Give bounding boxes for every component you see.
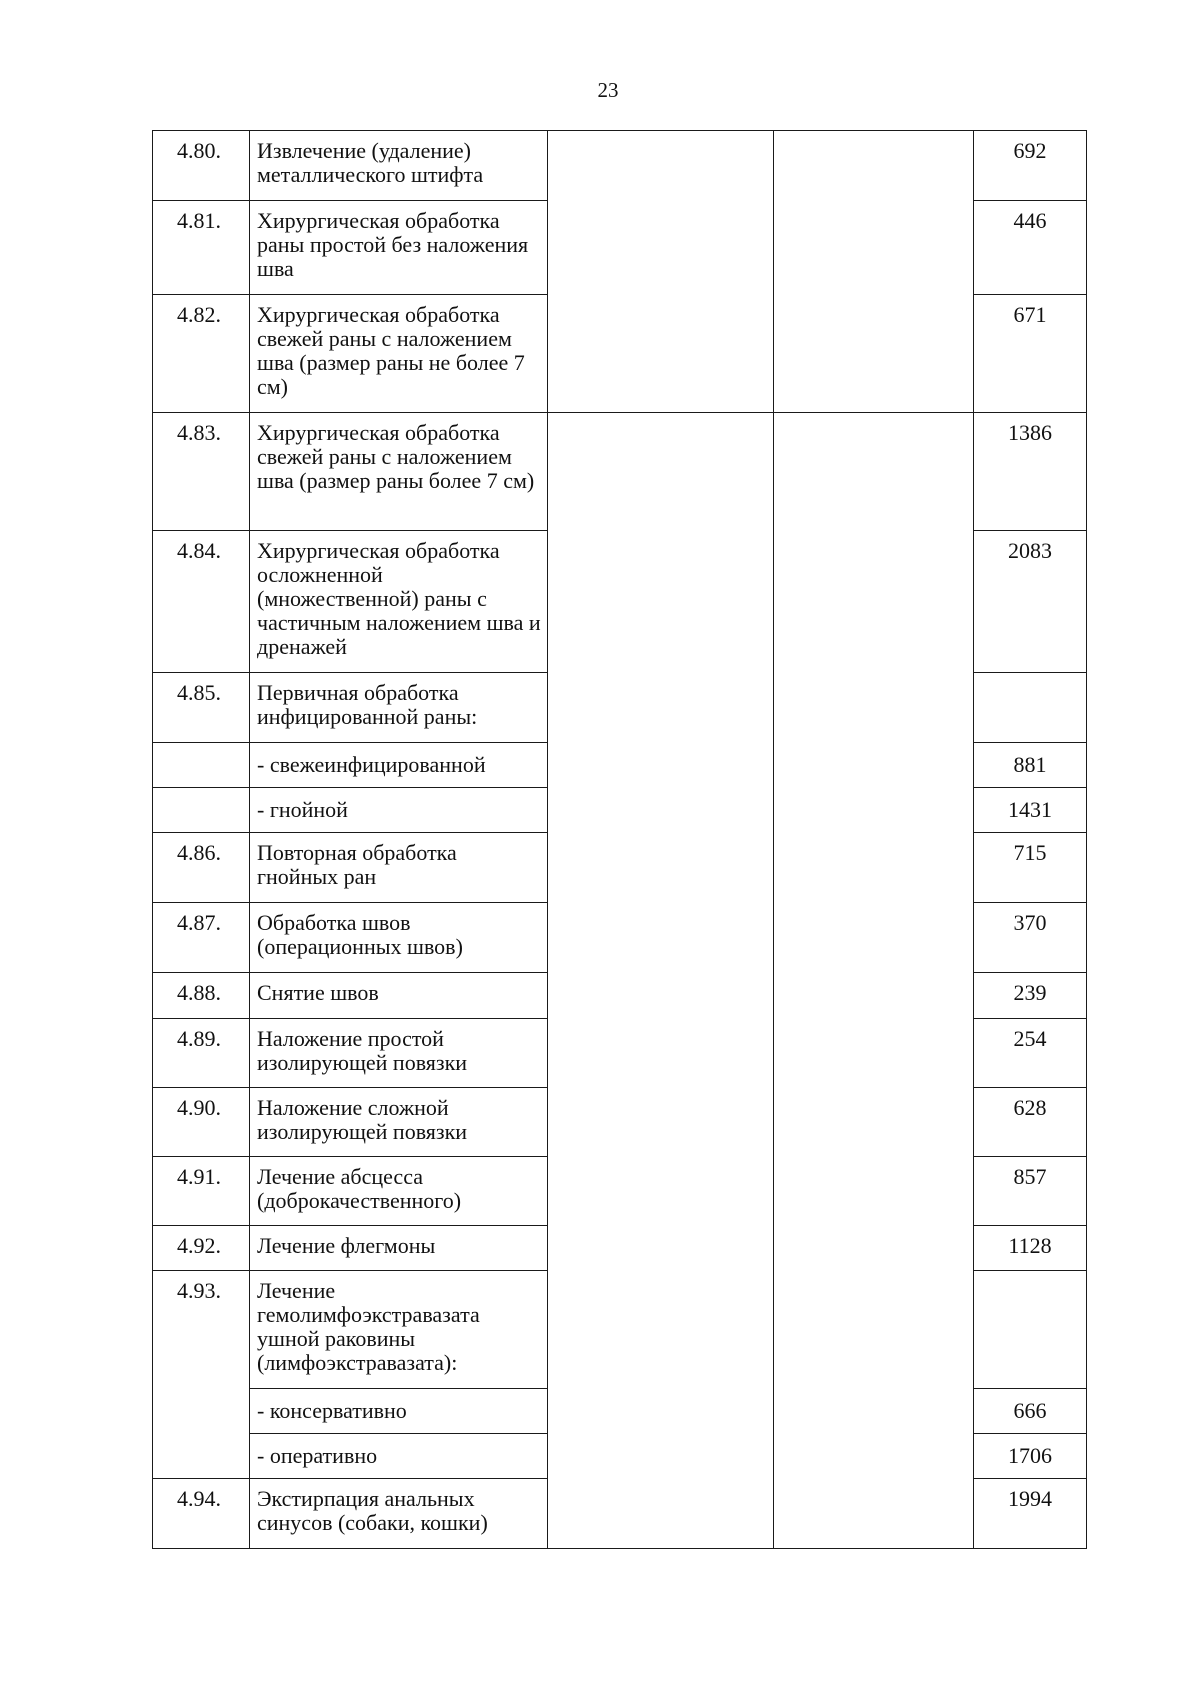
service-name: Лечение абсцесса (доброкачественного) — [250, 1157, 548, 1226]
service-price: 446 — [974, 201, 1087, 295]
service-price: 1706 — [974, 1434, 1087, 1479]
service-name: Обработка швов (операционных швов) — [250, 903, 548, 973]
row-number: 4.84. — [153, 531, 250, 673]
row-number: 4.80. — [153, 131, 250, 201]
service-name: - гнойной — [250, 788, 548, 833]
service-name: Первичная обработка инфицированной раны: — [250, 673, 548, 743]
row-number: 4.87. — [153, 903, 250, 973]
service-name: Хирургическая обработка осложненной (множественной) раны с частичным наложением шва и дренажей — [250, 531, 548, 673]
empty-column-3 — [548, 131, 774, 413]
empty-column-3 — [548, 413, 774, 1549]
service-price: 671 — [974, 295, 1087, 413]
service-price: 857 — [974, 1157, 1087, 1226]
row-number: 4.94. — [153, 1479, 250, 1549]
service-price: 692 — [974, 131, 1087, 201]
service-name: Наложение сложной изолирующей повязки — [250, 1088, 548, 1157]
service-name: Лечение гемолимфоэкстравазата ушной раковины (лимфоэкстравазата): — [250, 1271, 548, 1389]
table-row — [153, 413, 1087, 531]
empty-column-4 — [774, 131, 974, 413]
row-number: 4.85. — [153, 673, 250, 743]
service-price: 239 — [974, 973, 1087, 1019]
service-price: 715 — [974, 833, 1087, 903]
service-name: Наложение простой изолирующей повязки — [250, 1019, 548, 1088]
table-row — [153, 131, 1087, 201]
service-price — [974, 1271, 1087, 1389]
service-name: - консервативно — [250, 1389, 548, 1434]
service-price: 370 — [974, 903, 1087, 973]
service-name: Лечение флегмоны — [250, 1226, 548, 1271]
service-name: Хирургическая обработка свежей раны с наложением шва (размер раны не более 7 см) — [250, 295, 548, 413]
price-table — [152, 130, 1087, 1549]
row-number: 4.88. — [153, 973, 250, 1019]
service-price: 881 — [974, 743, 1087, 788]
service-name: Извлечение (удаление) металлического штифта — [250, 131, 548, 201]
service-name: Хирургическая обработка свежей раны с наложением шва (размер раны более 7 см) — [250, 413, 548, 531]
service-name: Экстирпация анальных синусов (собаки, кошки) — [250, 1479, 548, 1549]
row-number: 4.86. — [153, 833, 250, 903]
service-name: - свежеинфицированной — [250, 743, 548, 788]
row-number: 4.83. — [153, 413, 250, 531]
service-name: Повторная обработка гнойных ран — [250, 833, 548, 903]
service-price: 1431 — [974, 788, 1087, 833]
row-number: 4.91. — [153, 1157, 250, 1226]
service-name: - оперативно — [250, 1434, 548, 1479]
service-price — [974, 673, 1087, 743]
service-price: 1386 — [974, 413, 1087, 531]
service-price: 1994 — [974, 1479, 1087, 1549]
service-name: Хирургическая обработка раны простой без наложения шва — [250, 201, 548, 295]
row-number: 4.93. — [153, 1271, 250, 1479]
row-number: 4.81. — [153, 201, 250, 295]
row-number — [153, 743, 250, 788]
row-number: 4.89. — [153, 1019, 250, 1088]
service-price: 666 — [974, 1389, 1087, 1434]
empty-column-4 — [774, 413, 974, 1549]
service-name: Снятие швов — [250, 973, 548, 1019]
row-number: 4.92. — [153, 1226, 250, 1271]
row-number: 4.90. — [153, 1088, 250, 1157]
service-price: 2083 — [974, 531, 1087, 673]
row-number — [153, 788, 250, 833]
row-number: 4.82. — [153, 295, 250, 413]
page-number: 23 — [597, 78, 619, 102]
service-price: 1128 — [974, 1226, 1087, 1271]
service-price: 628 — [974, 1088, 1087, 1157]
service-price: 254 — [974, 1019, 1087, 1088]
